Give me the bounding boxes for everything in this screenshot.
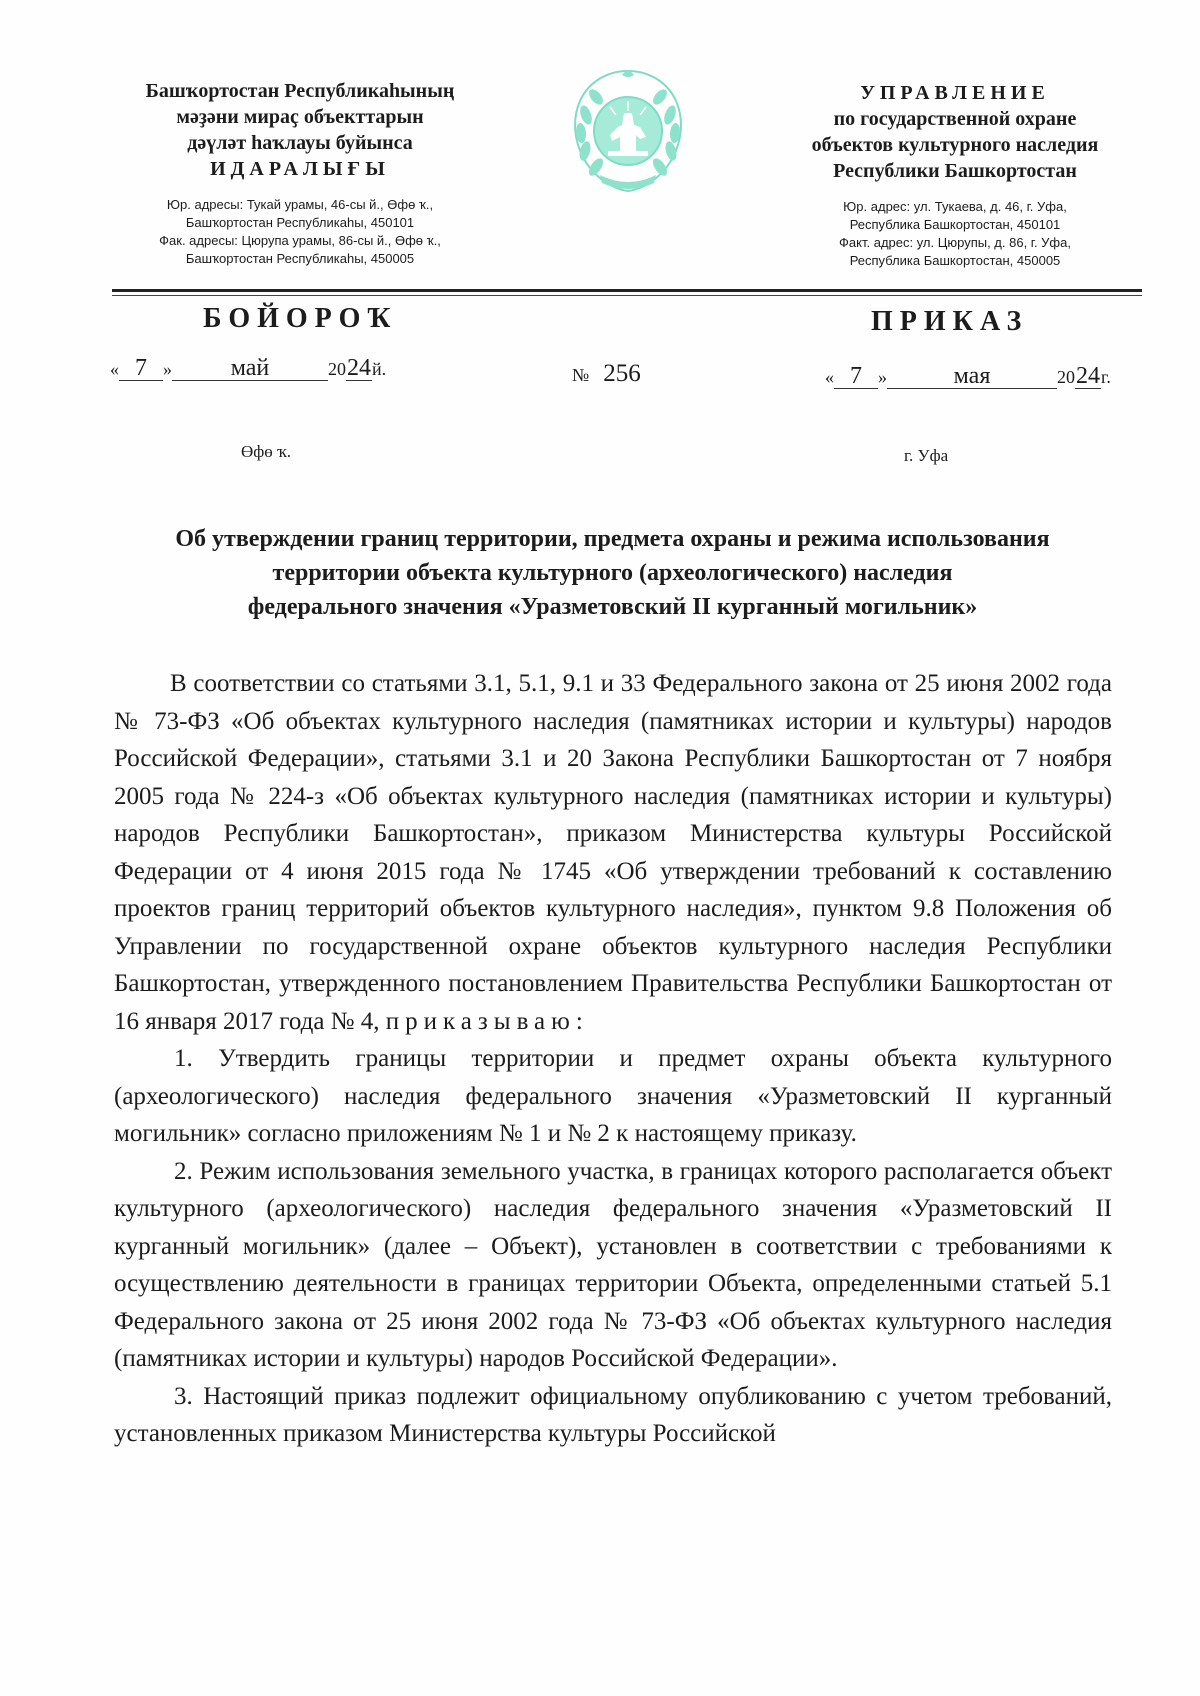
- org-name-spaced: УПРАВЛЕНИЕ: [860, 82, 1050, 104]
- header-divider-thin: [112, 295, 1142, 296]
- date-month: мая: [887, 364, 1057, 389]
- header-left-bashkir: [110, 78, 490, 268]
- address-block: [770, 198, 1140, 270]
- title-line: федерального значения «Уразметовский II курганный могильник»: [247, 594, 978, 620]
- order-number: [572, 360, 641, 388]
- date-bashkir: [110, 356, 386, 381]
- address-line: Башҡортостан Республикаһы, 450101: [185, 215, 415, 230]
- city-russian: г. Уфа: [904, 446, 949, 465]
- document-body: [114, 665, 1112, 1453]
- address-line: Факт. адрес: ул. Цюрупы, д. 86, г. Уфа,: [839, 235, 1071, 250]
- year-mark: г.: [1101, 367, 1111, 387]
- header-right-russian: [770, 80, 1140, 270]
- preamble-paragraph: [114, 665, 1112, 1040]
- doc-type-bashkir: БОЙОРОҠ: [203, 303, 398, 334]
- date-day: 7: [834, 364, 878, 389]
- title-line: территории объекта культурного (археологического) наследия: [272, 560, 953, 586]
- date-day: 7: [119, 356, 163, 381]
- address-line: Башҡортостан Республикаһы, 450005: [185, 251, 415, 266]
- address-line: Юр. адрес: ул. Тукаева, д. 46, г. Уфа,: [843, 199, 1067, 214]
- year-prefix: 20: [1057, 367, 1075, 387]
- address-line: Республика Башкортостан, 450005: [849, 253, 1061, 268]
- address-line: Юр. адресы: Тукай урамы, 46-сы й., Өфө ҡ.,: [166, 197, 434, 212]
- coat-of-arms-icon: [566, 65, 690, 197]
- header-divider: [112, 289, 1142, 292]
- title-line: Об утверждении границ территории, предмета охраны и режима использования: [175, 526, 1050, 552]
- date-month: май: [172, 356, 328, 381]
- quote-open: «: [110, 359, 119, 379]
- address-line: Республика Башкортостан, 450101: [849, 217, 1061, 232]
- address-block: [110, 196, 490, 268]
- org-name-line: дәүләт һаҡлауы буйынса: [187, 132, 413, 154]
- document-title: [110, 522, 1115, 624]
- doc-type-russian: ПРИКАЗ: [871, 306, 1029, 337]
- city-bashkir: Өфө ҡ.: [241, 442, 292, 461]
- org-name-line: Башҡортостан Республикаһының: [145, 80, 455, 102]
- preamble-text: В соответствии со статьями 3.1, 5.1, 9.1 и 33 Федерального закона от 25 июня 2002 года № 73-ФЗ «Об объектах культурного наследия (памятниках истории и культуры) народов Российской Федерации», статьями 3.1 и 20 Закона Республики Башкортостан от 7 ноября 2005 года № 224-з «Об объектах культурного наследия (памятниках истории и культуры) народов Республики Башкортостан», приказом Министерства культуры Российской Федерации от 4 июня 2015 года № 1745 «Об утверждении требований к составлению проектов границ территорий объектов культурного наследия», пунктом 9.8 Положения об Управлении по государственной охране объектов культурного наследия Республики Башкортостан, утвержденного постановлением Правительства Республики Башкортостан от 16 января 2017 года № 4,: [114, 670, 1112, 1035]
- year-mark: й.: [372, 359, 387, 379]
- org-name-line: Республики Башкортостан: [833, 160, 1077, 182]
- year-suffix: 24: [1076, 363, 1100, 389]
- year-suffix: 24: [347, 355, 371, 381]
- year-prefix: 20: [328, 359, 346, 379]
- quote-open: «: [825, 367, 834, 387]
- quote-close: »: [163, 359, 172, 379]
- order-item: 3. Настоящий приказ подлежит официальному опубликованию с учетом требований, установленных приказом Министерства культуры Российской: [114, 1382, 1112, 1447]
- quote-close: »: [878, 367, 887, 387]
- address-line: Фак. адресы: Цюрупа урамы, 86-сы й., Өфө ҡ.,: [159, 233, 441, 248]
- org-name-spaced: ИДАРАЛЫҒЫ: [210, 158, 390, 180]
- org-name-line: объектов культурного наследия: [811, 134, 1099, 156]
- date-russian: [825, 364, 1111, 389]
- number-value: 256: [603, 360, 641, 387]
- order-word: приказываю:: [385, 1007, 589, 1035]
- org-name-line: мәҙәни мираҫ объекттарын: [176, 106, 424, 128]
- order-item: 2. Режим использования земельного участка, в границах которого располагается объект культурного (археологического) наследия федерального значения «Уразметовский II курганный могильник» (далее – Объект), установлен в соответствии с требованиями к осуществлению деятельности в границах территории Объекта, определенными статьей 5.1 Федерального закона от 25 июня 2002 года № 73-ФЗ «Об объектах культурного наследия (памятниках истории и культуры) народов Российской Федерации».: [114, 1157, 1112, 1372]
- order-item: 1. Утвердить границы территории и предмет охраны объекта культурного (археологического) наследия федерального значения «Уразметовский II курганный могильник» согласно приложениям № 1 и № 2 к настоящему приказу.: [114, 1045, 1112, 1147]
- number-sign: №: [572, 365, 590, 385]
- org-name-line: по государственной охране: [833, 108, 1077, 130]
